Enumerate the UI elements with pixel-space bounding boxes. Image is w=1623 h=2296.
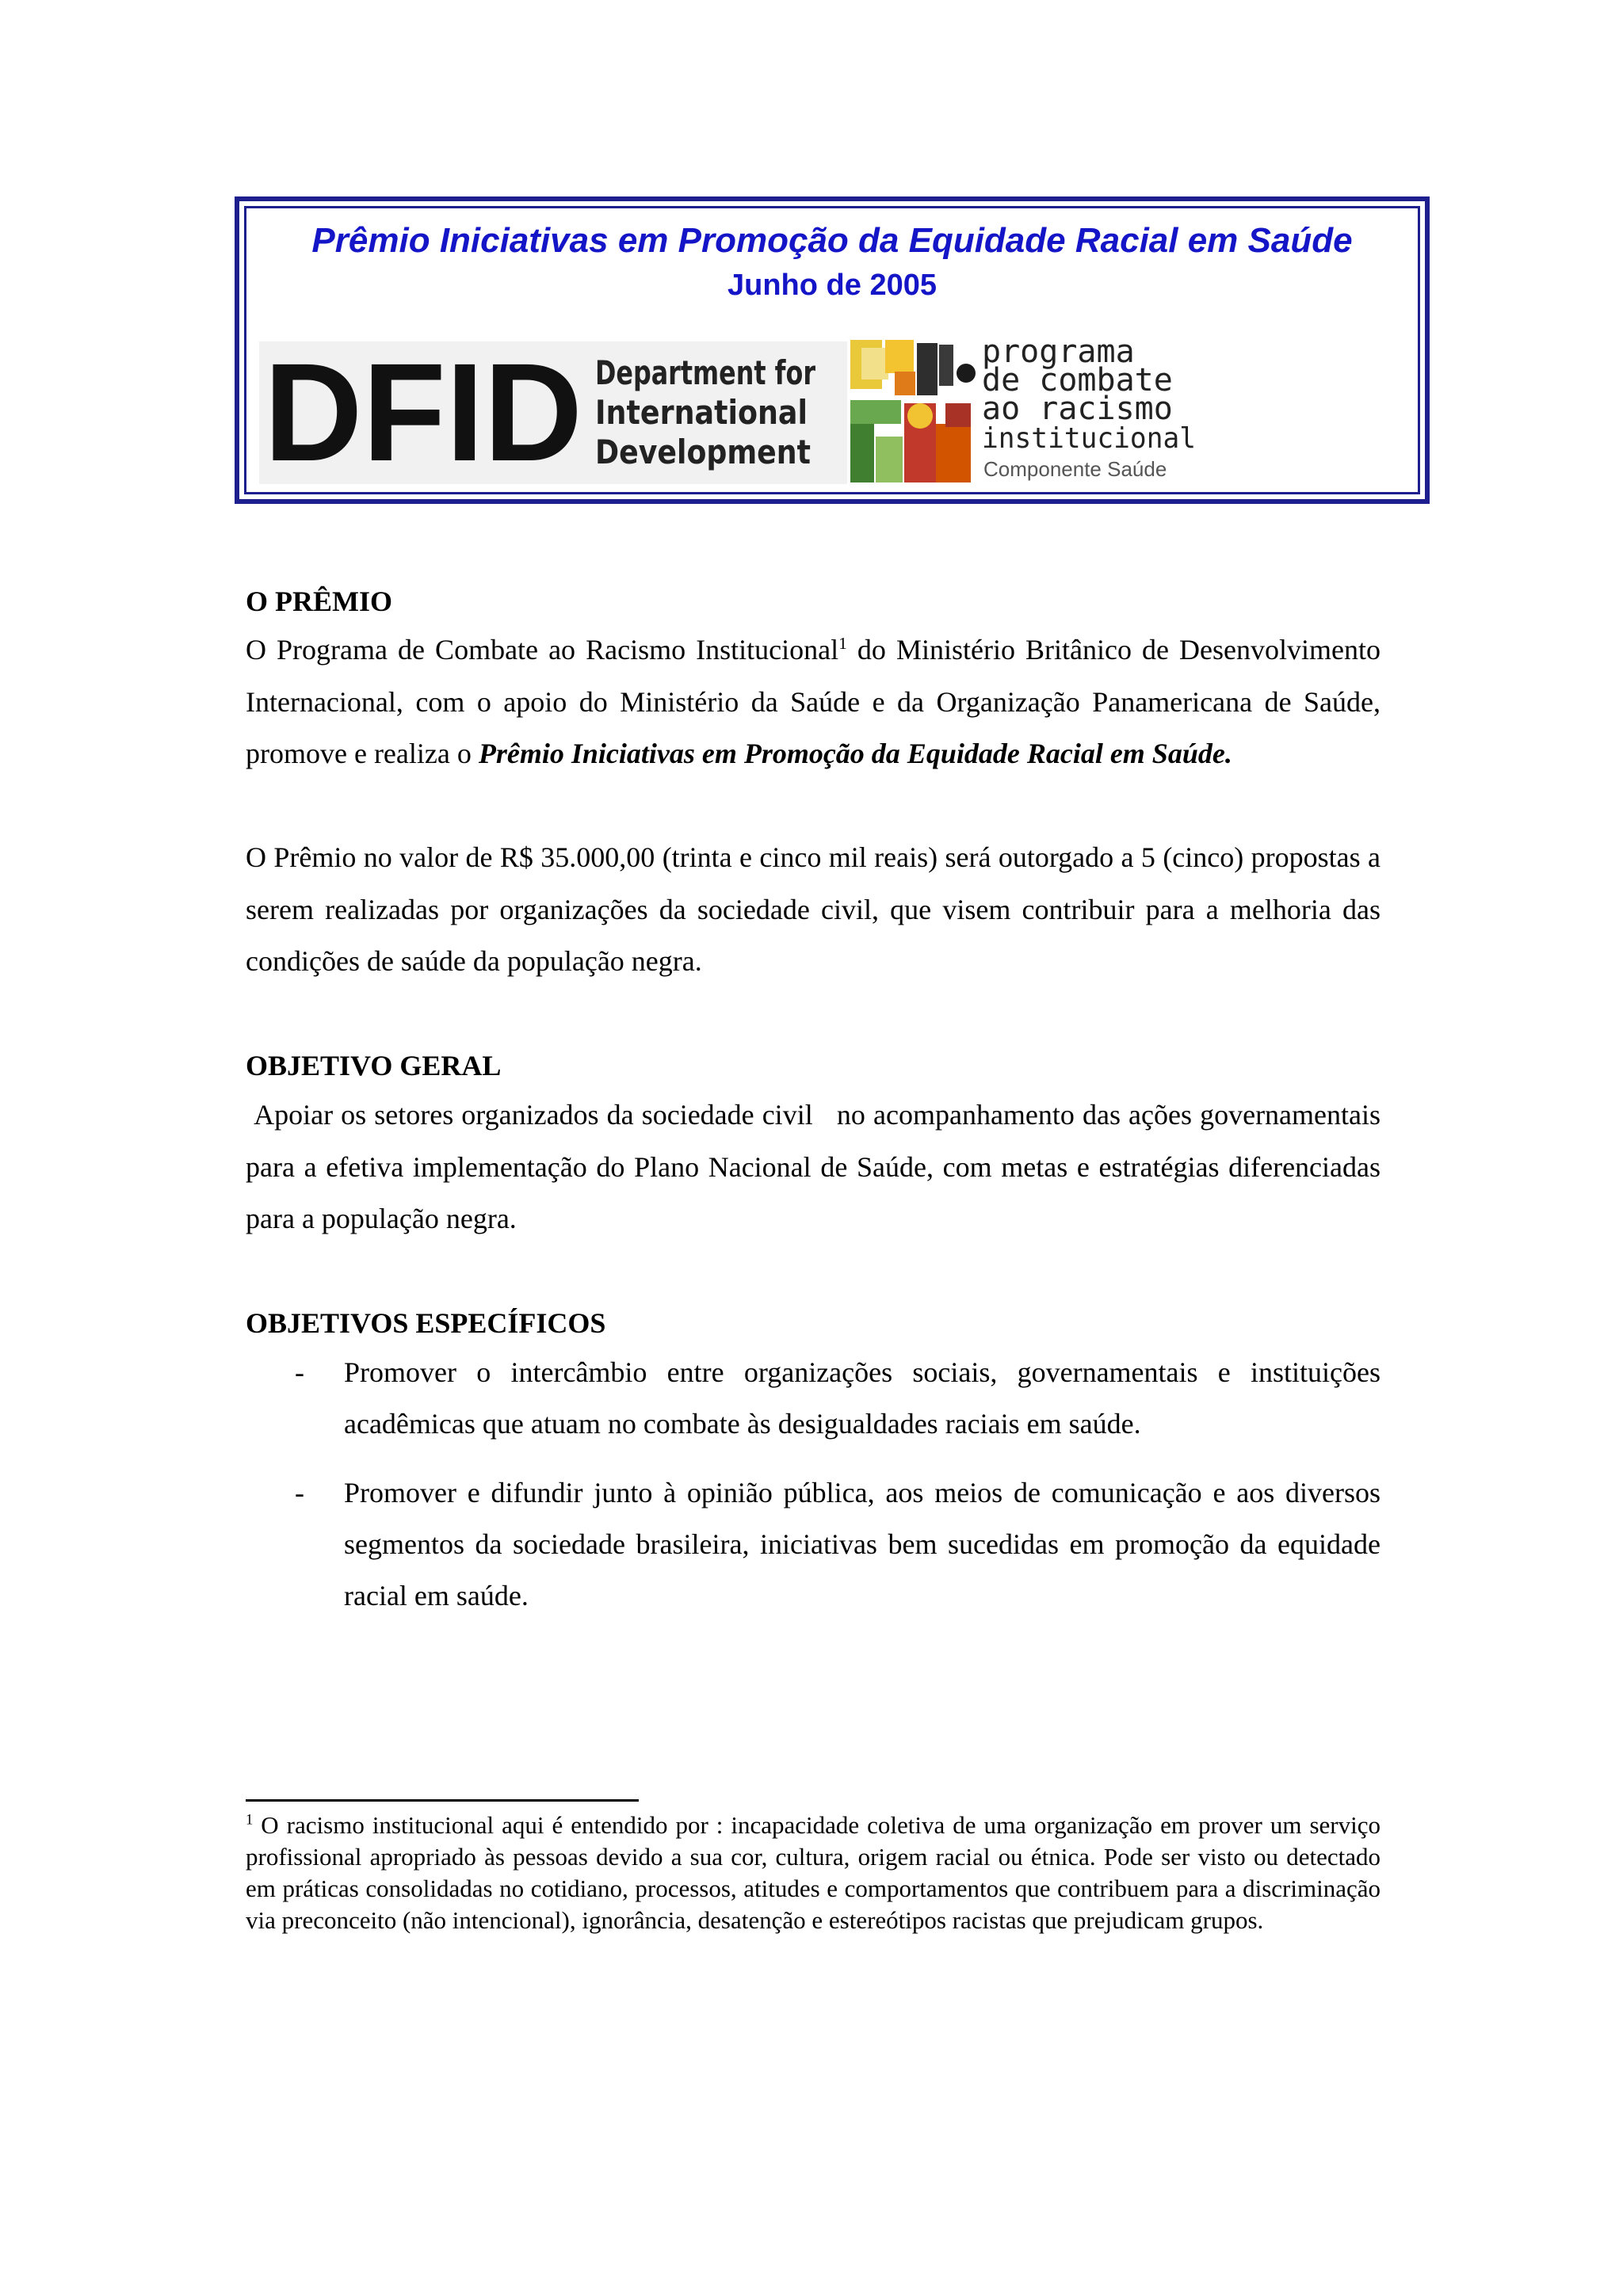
premio-intro-text-a: O Programa de Combate ao Racismo Institucional [246, 634, 839, 666]
program-logo [847, 327, 1220, 486]
paragraph-premio-intro [246, 624, 1381, 780]
footnote-reference: 1 [838, 634, 847, 653]
program-logo-line4: institucional [982, 422, 1196, 455]
footnote-text: O racismo institucional aqui é entendido por : incapacidade coletiva de uma organização em prover um serviço profissional apropriado às pessoas devido a sua cor, cultura, origem racial ou étnica. Pode ser visto ou detectado em práticas consolidadas no cotidiano, processos, atitudes e comportamentos que contribuem para a discriminação via preconceito (não intencional), ignorância, desatenção e estereótipos racistas que prejudicam grupos. [246, 1811, 1381, 1934]
premio-intro-text-b: do Ministério Britânico de Desenvolvimento Internacional, com o apoio do Ministério da Saúde e da Organização Panamericana de Saúde, promove e realiza o [246, 634, 1381, 769]
section-heading-premio: O PRÊMIO [246, 585, 392, 617]
footnote-number: 1 [246, 1811, 254, 1829]
dfid-logo [259, 335, 850, 490]
footnote [246, 1810, 1381, 1936]
dfid-logo-letters: DFID [264, 335, 582, 490]
program-logo-line2: de combate [982, 362, 1173, 399]
list-item: Promover o intercâmbio entre organizações sociais, governamentais e instituições acadêmicas que atuam no combate às desigualdades raciais em saúde. [344, 1356, 1381, 1440]
section-heading-objetivo-geral: OBJETIVO GERAL [246, 1050, 502, 1081]
list-item: Promover e difundir junto à opinião pública, aos meios de comunicação e aos diversos segmentos da sociedade brasileira, iniciativas bem sucedidas em promoção da equidade racial em saúde. [344, 1477, 1381, 1611]
dfid-logo-line3: Development [595, 433, 811, 471]
list-bullet: - [295, 1477, 304, 1508]
dfid-logo-line2: International [595, 393, 808, 432]
footnote-separator [246, 1799, 639, 1802]
premio-name-emphasis: Prêmio Iniciativas em Promoção da Equidade Racial em Saúde. [478, 738, 1232, 769]
document-date: Junho de 2005 [727, 269, 937, 302]
program-logo-line3: ao racismo [982, 391, 1173, 427]
paragraph-premio-value: O Prêmio no valor de R$ 35.000,00 (trinta e cinco mil reais) será outorgado a 5 (cinco) propostas a serem realizadas por organizações da sociedade civil, que visem contribuir para a melhoria das condições de saúde da população negra. [246, 841, 1381, 977]
program-logo-line5: Componente Saúde [983, 457, 1167, 481]
program-logo-line1: programa [982, 334, 1135, 370]
section-heading-objetivos-especificos: OBJETIVOS ESPECÍFICOS [246, 1307, 606, 1339]
list-bullet: - [295, 1356, 304, 1388]
dfid-logo-line1: Department for [595, 353, 816, 392]
header-banner [235, 196, 1430, 504]
paragraph-objetivo-geral: Apoiar os setores organizados da sociedade civil no acompanhamento das ações governamentais para a efetiva implementação do Plano Nacional de Saúde, com metas e estratégias diferenciadas para a população negra. [246, 1099, 1388, 1234]
document-title: Prêmio Iniciativas em Promoção da Equidade Racial em Saúde [311, 221, 1353, 260]
header-inner-frame [244, 206, 1420, 494]
